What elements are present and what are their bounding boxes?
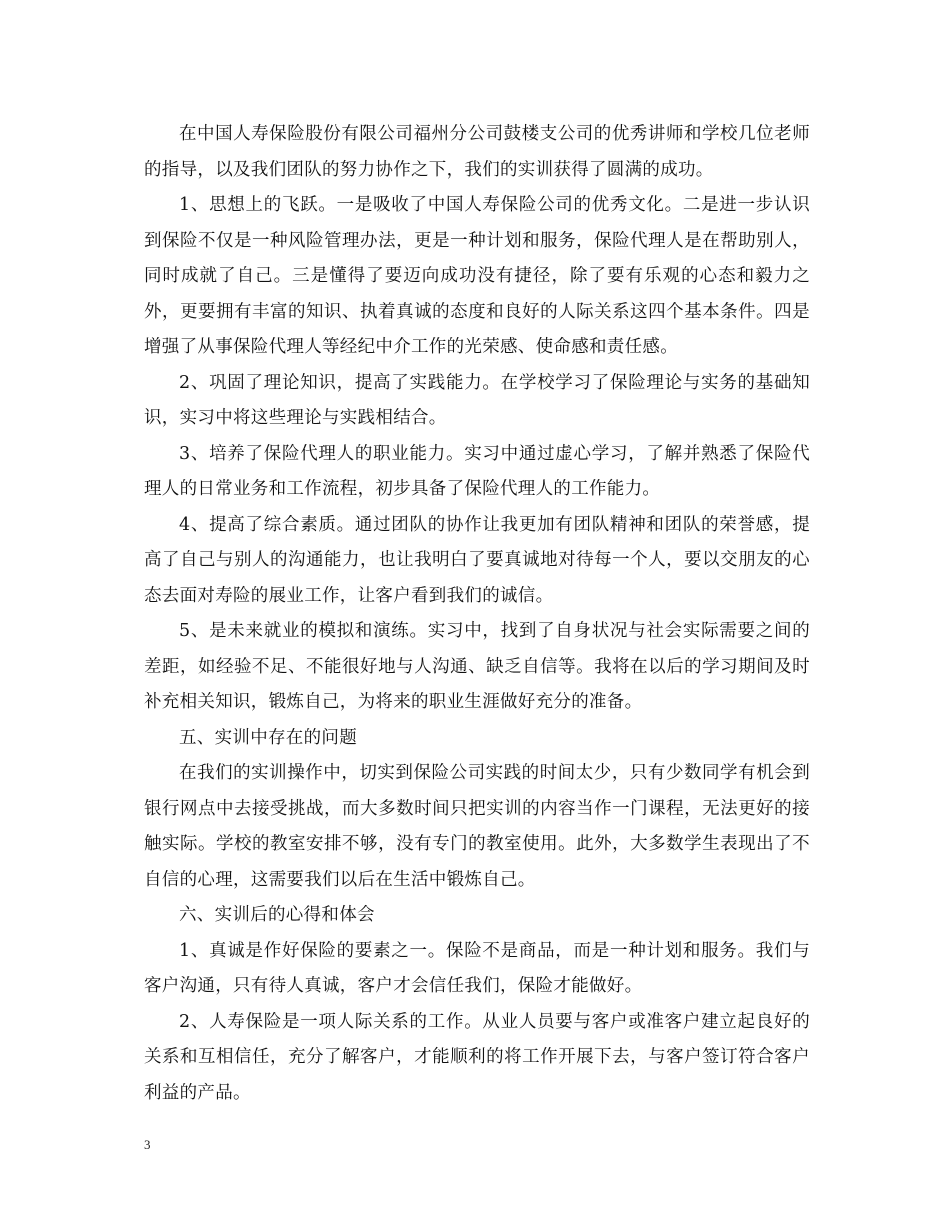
section-heading-problems: 五、实训中存在的问题 <box>179 727 357 748</box>
paragraph-point-4: 4、提高了综合素质。通过团队的协作让我更加有团队精神和团队的荣誉感，提高了自己与别人的沟通能力，也让我明白了要真诚地对待每一个人，要以交朋友的心态去面对寿险的展业工作，让客户看到我们的诚信。 <box>144 514 810 606</box>
page-number: 3 <box>144 1137 151 1152</box>
section-heading-reflections: 六、实训后的心得和体会 <box>179 905 375 925</box>
paragraph-intro: 在中国人寿保险股份有限公司福州分公司鼓楼支公司的优秀讲师和学校几位老师的指导，以及我们团队的努力协作之下，我们的实训获得了圆满的成功。 <box>144 124 810 180</box>
paragraph-reflection-1: 1、真诚是作好保险的要素之一。保险不是商品，而是一种计划和服务。我们与客户沟通，只有待人真诚，客户才会信任我们，保险才能做好。 <box>144 940 810 996</box>
paragraph-point-5: 5、是未来就业的模拟和演练。实习中，找到了自身状况与社会实际需要之间的差距，如经验不足、不能很好地与人沟通、缺乏自信等。我将在以后的学习期间及时补充相关知识，锻炼自己，为将来的职业生涯做好充分的准备。 <box>144 621 810 712</box>
paragraph-point-1: 1、思想上的飞跃。一是吸收了中国人寿保险公司的优秀文化。二是进一步认识到保险不仅是一种风险管理办法，更是一种计划和服务，保险代理人是在帮助别人，同时成就了自己。三是懂得了要迈向成功没有捷径，除了要有乐观的心态和毅力之外，更要拥有丰富的知识、执着真诚的态度和良好的人际关系这四个基本条件。四是增强了从事保险代理人等经纪中介工作的光荣感、使命感和责任感。 <box>144 195 810 357</box>
paragraph-problems: 在我们的实训操作中，切实到保险公司实践的时间太少，只有少数同学有机会到银行网点中去接受挑战，而大多数时间只把实训的内容当作一门课程，无法更好的接触实际。学校的教室安排不够，没有专门的教室使用。此外，大多数学生表现出了不自信的心理，这需要我们以后在生活中锻炼自己。 <box>144 763 810 890</box>
document-body <box>144 117 810 1111</box>
paragraph-point-2: 2、巩固了理论知识，提高了实践能力。在学校学习了保险理论与实务的基础知识，实习中将这些理论与实践相结合。 <box>144 372 810 428</box>
paragraph-reflection-2: 2、人寿保险是一项人际关系的工作。从业人员要与客户或准客户建立起良好的关系和互相信任，充分了解客户，才能顺利的将工作开展下去，与客户签订符合客户利益的产品。 <box>144 1011 810 1103</box>
paragraph-point-3: 3、培养了保险代理人的职业能力。实习中通过虚心学习，了解并熟悉了保险代理人的日常业务和工作流程，初步具备了保险代理人的工作能力。 <box>144 443 810 499</box>
